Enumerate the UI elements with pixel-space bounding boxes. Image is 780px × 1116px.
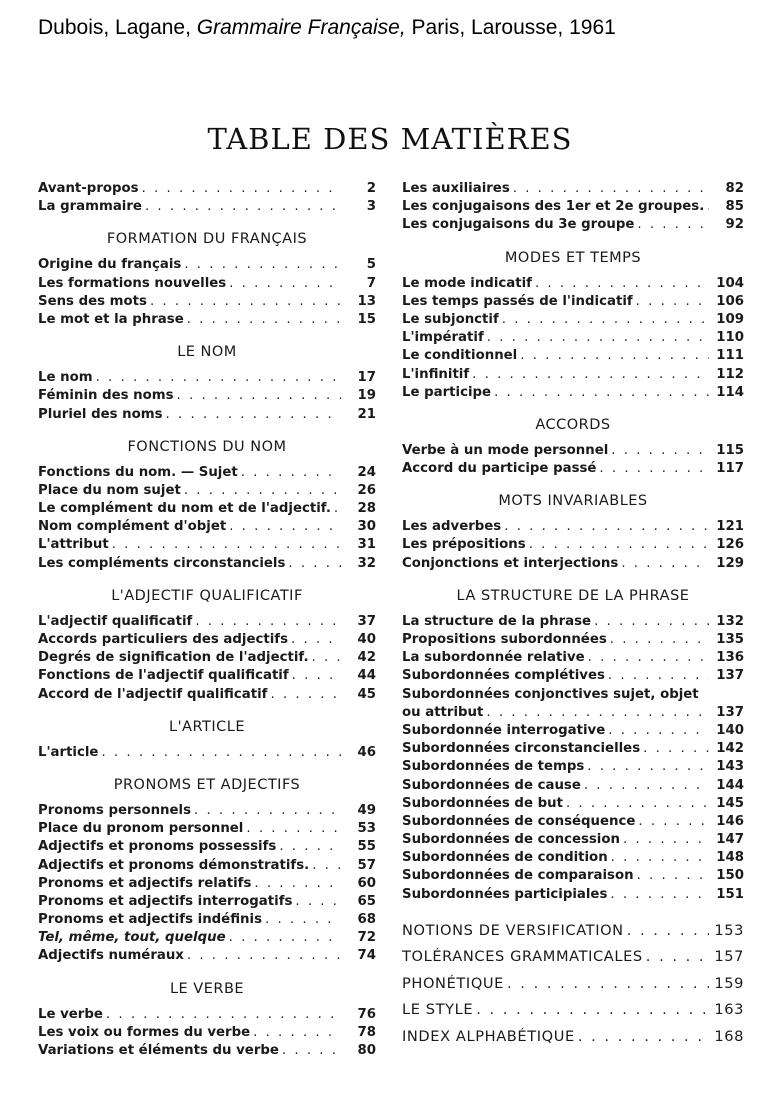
dot-leader <box>288 555 341 573</box>
toc-entry-page: 82 <box>725 181 744 196</box>
toc-entry-page: 21 <box>357 406 376 422</box>
dot-leader <box>494 384 709 402</box>
toc-entry-page: 114 <box>716 384 744 400</box>
dot-leader <box>637 867 709 885</box>
page-title: TABLE DES MATIÈRES <box>207 122 573 156</box>
toc-entry-page: 72 <box>357 930 376 946</box>
section-heading: MOTS INVARIABLES <box>498 493 648 510</box>
section-heading: FONCTIONS DU NOM <box>127 438 287 455</box>
dot-leader <box>145 198 341 216</box>
dot-leader <box>253 1024 341 1042</box>
dot-leader <box>587 758 709 776</box>
toc-entry-page: 112 <box>716 366 744 382</box>
toc-entry-page: 80 <box>357 1043 376 1058</box>
toc-entry-label: Accords particuliers des adjectifs <box>38 632 288 647</box>
toc-entry <box>38 387 376 405</box>
toc-entry-page: 129 <box>716 555 744 571</box>
dot-leader <box>636 293 709 311</box>
toc-entry <box>402 555 744 573</box>
dot-leader <box>254 875 341 893</box>
citation <box>38 16 616 40</box>
toc-entry-page: 46 <box>357 744 376 760</box>
toc-entry-page: 148 <box>716 850 744 866</box>
dot-leader <box>513 180 709 198</box>
toc-entry-label: La grammaire <box>38 199 142 215</box>
toc-entry-page: 142 <box>716 741 744 757</box>
toc-entry-label: Fonctions de l'adjectif qualificatif <box>38 668 289 684</box>
dot-leader <box>270 686 341 704</box>
toc-entry <box>38 686 376 704</box>
toc-entry-label: Les conjugaisons du 3e groupe <box>402 217 635 233</box>
dot-leader <box>578 1024 709 1051</box>
toc-entry <box>402 997 744 1024</box>
toc-entry-page: 150 <box>716 868 744 884</box>
toc-entry <box>402 831 744 849</box>
toc-entry-page: 143 <box>716 759 744 775</box>
toc-entry <box>38 649 376 667</box>
dot-leader <box>106 1006 341 1024</box>
toc-entry <box>38 275 376 293</box>
toc-entry-page: 45 <box>357 686 376 702</box>
toc-entry-page: 26 <box>357 482 376 498</box>
toc-entry-label: Subordonnées conjonctives sujet, objet <box>402 686 699 702</box>
dot-leader <box>96 369 341 387</box>
toc-entry-page: 117 <box>716 461 744 477</box>
toc-entry-label: La structure de la phrase <box>402 613 592 629</box>
toc-entry <box>38 536 376 554</box>
dot-leader <box>611 849 709 867</box>
toc-entry-label: Le complément du nom et de l'adjectif. <box>38 501 331 517</box>
toc-entry-label: Subordonnées de but <box>402 795 563 811</box>
toc-entry-page: 92 <box>725 217 744 233</box>
toc-entry <box>402 722 744 740</box>
toc-entry-label: Le conditionnel <box>402 348 518 364</box>
dot-leader <box>265 911 341 929</box>
toc-entry-label: Pluriel des noms <box>38 406 163 422</box>
toc-entry-page: 57 <box>357 857 376 873</box>
toc-entry <box>38 256 376 274</box>
toc-entry-label: L'attribut <box>38 537 109 553</box>
dot-leader <box>101 744 341 762</box>
toc-entry <box>38 947 376 965</box>
toc-entry-label: Place du pronom personnel <box>38 821 244 837</box>
dot-leader <box>535 275 709 293</box>
toc-entry <box>402 867 744 885</box>
toc-entry-label: Subordonnées de cause <box>402 777 581 793</box>
dot-leader <box>184 482 341 500</box>
toc-entry-label: Sens des mots <box>38 293 147 309</box>
toc-entry <box>402 613 744 631</box>
toc-entry <box>402 1024 744 1051</box>
toc-entry-page: 144 <box>716 777 744 793</box>
left-column <box>38 180 376 1060</box>
dot-leader <box>643 740 709 758</box>
dot-leader <box>646 944 709 971</box>
toc-entry <box>402 518 744 536</box>
toc-entry <box>38 802 376 820</box>
toc-entry-label: PHONÉTIQUE <box>402 974 505 992</box>
toc-entry <box>402 758 744 776</box>
section-heading: LE VERBE <box>169 980 245 997</box>
toc-entry-label: Pronoms et adjectifs interrogatifs <box>38 893 293 909</box>
toc-entry <box>38 820 376 838</box>
dot-leader <box>472 366 709 384</box>
toc-entry <box>402 631 744 649</box>
dot-leader <box>194 802 341 820</box>
toc-entry-page: 153 <box>714 921 744 939</box>
toc-entry-label: Pronoms personnels <box>38 802 192 818</box>
toc-entry <box>38 555 376 573</box>
toc-entry-label: L'infinitif <box>402 366 470 382</box>
dot-leader <box>184 256 341 274</box>
toc-entry-label: Subordonnées de concession <box>402 832 620 848</box>
dot-leader <box>566 795 709 813</box>
toc-entry <box>38 893 376 911</box>
toc-entry-label: Conjonctions et interjections <box>402 555 619 571</box>
toc-entry <box>402 311 744 329</box>
toc-entry <box>402 180 744 198</box>
section-heading: L'ARTICLE <box>168 718 245 735</box>
dot-leader <box>504 518 709 536</box>
toc-entry-label: Le participe <box>402 384 492 400</box>
dot-leader <box>627 918 709 945</box>
toc-entry <box>38 464 376 482</box>
dot-leader <box>229 275 341 293</box>
dot-leader <box>187 311 341 329</box>
toc-entry-label: Verbe à un mode personnel <box>402 442 609 458</box>
dot-leader <box>279 838 341 856</box>
dot-leader <box>707 198 709 216</box>
dot-leader <box>638 813 709 831</box>
toc-entry-label: Les formations nouvelles <box>38 275 227 291</box>
toc-entry <box>38 667 376 685</box>
toc-entry-page: 65 <box>357 893 376 909</box>
toc-entry <box>38 631 376 649</box>
dot-leader <box>282 1042 341 1060</box>
toc-entry-label: Variations et éléments du verbe <box>38 1043 279 1058</box>
toc-entry-label: Adjectifs et pronoms possessifs <box>38 839 277 855</box>
toc-entry-page: 137 <box>716 704 744 720</box>
toc-entry-label: La subordonnée relative <box>402 650 585 666</box>
toc-entry <box>402 813 744 831</box>
toc-entry-label: Le nom <box>38 370 93 386</box>
dot-leader <box>520 347 709 365</box>
dot-leader <box>229 518 341 536</box>
toc-entry-page: 137 <box>716 668 744 684</box>
dot-leader <box>608 667 709 685</box>
toc-entry <box>402 667 744 685</box>
toc-entry-page: 126 <box>716 537 744 553</box>
toc-entry-page: 146 <box>716 813 744 829</box>
toc-entry-label: Subordonnées circonstancielles <box>402 741 641 757</box>
dot-leader <box>610 886 709 904</box>
toc-entry-page: 135 <box>716 632 744 647</box>
toc-entry <box>38 500 376 518</box>
toc-entry-page: 24 <box>357 464 376 480</box>
toc-entry-label: Subordonnées de comparaison <box>402 868 634 884</box>
toc-entry-page: 168 <box>714 1027 744 1045</box>
toc-entry-label: L'impératif <box>402 330 484 346</box>
toc-entry-page: 104 <box>716 275 744 291</box>
toc-entry <box>402 216 744 234</box>
dot-leader <box>584 777 709 795</box>
toc-entry-label: Les conjugaisons des 1er et 2e groupes. <box>402 199 705 215</box>
toc-entry <box>402 944 744 971</box>
dot-leader <box>594 613 709 631</box>
dot-leader <box>291 631 341 649</box>
toc-entry <box>402 460 744 478</box>
dot-leader <box>195 613 341 631</box>
dot-leader <box>295 893 341 911</box>
toc-entry-label: Le mode indicatif <box>402 275 532 291</box>
toc-entry-label: Le subjonctif <box>402 311 499 327</box>
toc-entry <box>38 482 376 500</box>
toc-entry <box>38 180 376 198</box>
toc-entry <box>402 704 744 722</box>
dot-leader <box>486 704 709 722</box>
toc-entry <box>38 406 376 424</box>
toc-entry <box>402 849 744 867</box>
toc-entry <box>402 293 744 311</box>
toc-entry <box>402 686 744 704</box>
toc-entry <box>38 311 376 329</box>
toc-entry-page: 68 <box>357 912 376 928</box>
citation-title: Grammaire Française, <box>196 16 406 39</box>
dot-leader <box>608 722 709 740</box>
toc-entry <box>402 740 744 758</box>
toc-entry <box>402 536 744 554</box>
toc-entry <box>38 911 376 929</box>
section-heading: MODES ET TEMPS <box>504 249 642 266</box>
dot-leader <box>588 649 709 667</box>
toc-entry-label: Avant-propos <box>38 181 139 196</box>
dot-leader <box>621 555 709 573</box>
toc-entry-page: 53 <box>357 821 376 837</box>
toc-entry-page: 76 <box>357 1006 376 1022</box>
toc-entry <box>38 613 376 631</box>
toc-entry-page: 147 <box>716 832 744 848</box>
toc-entry-page: 136 <box>716 650 744 666</box>
toc-entry-page: 111 <box>716 348 744 364</box>
toc-entry <box>402 198 744 216</box>
toc-entry <box>402 649 744 667</box>
toc-entry <box>402 971 744 998</box>
dot-leader <box>334 500 341 518</box>
toc-entry <box>38 369 376 387</box>
toc-entry-label: Fonctions du nom. — Sujet <box>38 464 238 480</box>
toc-entry <box>402 442 744 460</box>
toc-entry-page: 49 <box>357 802 376 818</box>
toc-entry-label: Subordonnées de conséquence <box>402 813 636 829</box>
dot-leader <box>502 311 709 329</box>
toc-entry <box>402 329 744 347</box>
toc-entry-page: 159 <box>714 974 744 992</box>
toc-entry-label: NOTIONS DE VERSIFICATION <box>402 921 624 939</box>
citation-place: Paris, Larousse, 1961 <box>411 16 616 39</box>
toc-entry <box>38 1006 376 1024</box>
toc-entry-label: Les compléments circonstanciels <box>38 555 286 571</box>
toc-entry-page: 163 <box>714 1001 744 1019</box>
dot-leader <box>292 667 341 685</box>
toc-entry-page: 109 <box>716 311 744 327</box>
dot-leader <box>476 997 709 1024</box>
toc-entry <box>402 886 744 904</box>
right-column <box>402 180 744 1050</box>
toc-entry <box>38 1024 376 1042</box>
section-heading: LA STRUCTURE DE LA PHRASE <box>456 587 690 604</box>
toc-entry-label: Les auxiliaires <box>402 181 510 196</box>
dot-leader <box>507 971 709 998</box>
toc-entry-page: 13 <box>357 293 376 309</box>
toc-entry-label: Subordonnées de condition <box>402 850 608 866</box>
toc-entry-page: 5 <box>366 257 376 273</box>
toc-entry <box>402 347 744 365</box>
section-heading: ACCORDS <box>535 416 611 433</box>
dot-leader <box>610 631 709 649</box>
toc-entry-label: Pronoms et adjectifs relatifs <box>38 875 252 891</box>
toc-entry <box>402 918 744 945</box>
dot-leader <box>177 387 341 405</box>
toc-entry-label: L'article <box>38 744 99 760</box>
toc-entry-label: Les temps passés de l'indicatif <box>402 293 633 309</box>
toc-entry-label: Nom complément d'objet <box>38 519 227 535</box>
toc-entry-label: Adjectifs et pronoms démonstratifs. <box>38 857 310 873</box>
dot-leader <box>487 329 709 347</box>
toc-entry-label: Origine du français <box>38 257 182 273</box>
toc-entry <box>38 293 376 311</box>
toc-entry-page: 106 <box>716 293 744 309</box>
toc-entry-page: 44 <box>357 668 376 684</box>
dot-leader <box>229 929 341 947</box>
toc-entry-page: 110 <box>716 330 744 346</box>
toc-entry-page: 85 <box>725 199 744 215</box>
toc-entry-page: 115 <box>716 442 744 458</box>
toc-entry-page: 60 <box>357 875 376 891</box>
toc-entry-label: LE STYLE <box>402 1001 474 1019</box>
dot-leader <box>187 947 341 965</box>
toc-entry-page: 15 <box>357 311 376 327</box>
toc-entry-page: 28 <box>357 501 376 517</box>
dot-leader <box>599 460 709 478</box>
dot-leader <box>623 831 709 849</box>
dot-leader <box>142 180 341 198</box>
dot-leader <box>637 216 709 234</box>
toc-entry <box>38 875 376 893</box>
section-heading: FORMATION DU FRANÇAIS <box>106 231 308 248</box>
section-heading: LE NOM <box>177 344 237 361</box>
toc-entry-label: Accord de l'adjectif qualificatif <box>38 686 268 702</box>
dot-leader <box>112 536 341 554</box>
toc-entry-page: 17 <box>357 370 376 386</box>
toc-entry-page: 157 <box>714 948 744 966</box>
toc-entry-page: 3 <box>366 199 376 215</box>
toc-entry <box>38 518 376 536</box>
toc-entry-label: Pronoms et adjectifs indéfinis <box>38 912 262 928</box>
dot-leader <box>241 464 341 482</box>
toc-entry <box>38 744 376 762</box>
toc-entry-label: Subordonnées de temps <box>402 759 585 775</box>
toc-entry-page: 7 <box>366 275 376 291</box>
toc-entry-page: 145 <box>716 795 744 811</box>
toc-entry-label: Degrés de signification de l'adjectif. <box>38 650 309 666</box>
toc-entry-label: Accord du participe passé <box>402 461 597 477</box>
toc-entry-page: 55 <box>357 839 376 855</box>
toc-entry <box>402 366 744 384</box>
toc-entry-label: Les voix ou formes du verbe <box>38 1024 251 1040</box>
toc-entry-label: Subordonnées participiales <box>402 886 608 902</box>
toc-entry-page: 151 <box>716 886 744 902</box>
toc-entry <box>38 1042 376 1060</box>
section-heading: PRONOMS ET ADJECTIFS <box>113 776 301 793</box>
spacer <box>402 904 744 918</box>
citation-authors: Dubois, Lagane, <box>38 16 197 39</box>
toc-entry <box>38 929 376 947</box>
toc-entry <box>38 857 376 875</box>
toc-entry-page: 19 <box>357 388 376 404</box>
toc-entry <box>402 777 744 795</box>
toc-entry-label: Féminin des noms <box>38 388 174 404</box>
toc-entry-label: Subordonnées complétives <box>402 668 605 684</box>
toc-entry-label: ou attribut <box>402 704 484 720</box>
toc-entry-label: INDEX ALPHABÉTIQUE <box>402 1027 575 1045</box>
major-sections <box>402 918 744 1051</box>
toc-entry-page: 42 <box>357 650 376 666</box>
toc-entry-page: 121 <box>716 519 744 535</box>
dot-leader <box>312 857 341 875</box>
toc-entry-label: Le mot et la phrase <box>38 311 184 327</box>
toc-entry-label: Les prépositions <box>402 537 526 553</box>
toc-entry-label: Les adverbes <box>402 519 502 535</box>
toc-entry-page: 40 <box>357 632 376 647</box>
toc-entry-label: Place du nom sujet <box>38 482 181 498</box>
section-heading: L'ADJECTIF QUALIFICATIF <box>111 587 303 604</box>
dot-leader <box>529 536 709 554</box>
toc-entry <box>402 795 744 813</box>
toc-entry <box>38 198 376 216</box>
toc-entry-label: L'adjectif qualificatif <box>38 613 193 629</box>
dot-leader <box>246 820 341 838</box>
dot-leader <box>166 406 341 424</box>
dot-leader <box>312 649 342 667</box>
toc-entry <box>402 384 744 402</box>
toc-entry-label: Subordonnée interrogative <box>402 722 606 738</box>
toc-entry-page: 30 <box>357 519 376 535</box>
toc-entry-page: 2 <box>366 181 376 196</box>
toc-entry-page: 37 <box>357 613 376 629</box>
toc-entry-label: TOLÉRANCES GRAMMATICALES <box>402 948 643 966</box>
toc-entry-page: 31 <box>357 537 376 553</box>
toc-entry-label: Tel, même, tout, quelque <box>38 930 226 946</box>
dot-leader <box>150 293 341 311</box>
toc-entry <box>38 838 376 856</box>
toc-entry-page: 74 <box>357 948 376 964</box>
toc-entry-page: 140 <box>716 722 744 738</box>
toc-entry-label: Adjectifs numéraux <box>38 948 184 964</box>
toc-entry-label: Le verbe <box>38 1006 103 1022</box>
toc-entry-label: Propositions subordonnées <box>402 632 607 647</box>
toc-entry-page: 32 <box>357 555 376 571</box>
toc-entry-page: 132 <box>716 613 744 629</box>
toc-entry-page: 78 <box>357 1024 376 1040</box>
toc-entry <box>402 275 744 293</box>
dot-leader <box>611 442 709 460</box>
